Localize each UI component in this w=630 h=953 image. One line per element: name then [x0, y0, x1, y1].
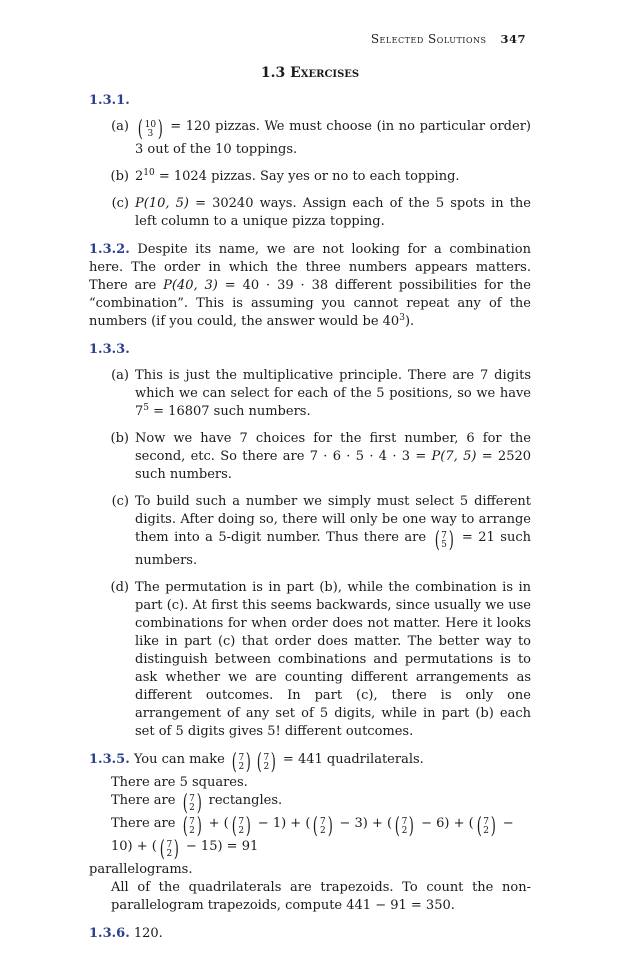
item-text: This is just the multiplicative principle. There are 7 digits which we can select for each of the 5 positions, so we have $7^5 = 16807$ such numbers. — [135, 368, 531, 419]
item-text: To build such a number we simply must select 5 different digits. After doing so, there will only be one way to arrange them into a 5-digit number. Thus there are ( 7 5 ) = 21 such numbers. — [135, 494, 532, 568]
section-title: Exercises — [290, 65, 360, 81]
list-item — [99, 367, 531, 421]
exercise-1-3-3 — [89, 341, 531, 741]
sub-items — [99, 367, 531, 741]
binomial: ( 7 2 ) — [231, 750, 252, 775]
item-letter: (a) — [111, 119, 129, 134]
item-text: Now we have 7 choices for the first number, 6 for the second, etc. So there are 7 · 6 · 5 · 4 · 3 = P(7, 5) = 2520 such numbers. — [135, 431, 532, 482]
exercise-line: There are 5 squares. — [111, 775, 248, 790]
page-content — [89, 64, 531, 953]
page-number: 347 — [500, 32, 526, 46]
item-text: $2^{10} = 1024$ pizzas. Say yes or no to each topping. — [135, 168, 460, 184]
item-letter: (b) — [110, 169, 129, 184]
binomial: ( 7 2 ) — [476, 814, 496, 839]
list-item — [99, 118, 531, 159]
exercise-line: 1.3.5. You can make ( 7 2 ) ( 7 2 ) = 441 quadrilaterals. — [89, 750, 424, 775]
exercise-text: 1.3.2. Despite its name, we are not looking for a combination here. The order in which the three numbers appears matters. There are P(40, 3) = 40 · 39 · 38 different possibilities for the “combination”. This is assuming you cannot repeat any of the numbers (if you could, the answer would be $40^3$). — [89, 242, 531, 329]
exercise-1-3-6 — [89, 925, 531, 943]
item-letter: (d) — [110, 580, 129, 595]
exercise-1-3-2 — [89, 241, 531, 331]
exercise-text: 1.3.6. 120. — [89, 926, 163, 941]
page-header — [371, 32, 526, 46]
binomial: ( 7 2 ) — [394, 814, 415, 839]
item-text: ( 10 3 ) = 120 pizzas. We must choose (in no particular order) 3 out of the 10 toppings. — [135, 117, 531, 157]
list-item — [99, 493, 531, 570]
section-heading — [89, 64, 531, 82]
item-letter: (c) — [111, 196, 129, 211]
exercise-1-3-5 — [89, 751, 531, 915]
list-item — [99, 430, 531, 484]
list-item — [99, 195, 531, 231]
exercise-label: 1.3.2. — [89, 242, 130, 257]
binomial: ( 7 2 ) — [182, 814, 202, 839]
item-letter: (c) — [111, 494, 129, 509]
binomial: ( 7 2 ) — [256, 750, 277, 775]
binomial: ( 7 5 ) — [434, 528, 454, 553]
binomial: ( 10 3 ) — [137, 117, 163, 142]
binomial: ( 7 2 ) — [159, 837, 180, 862]
exercise-line: There are ( 7 2 ) + ( ( 7 2 ) − 1) + ( ( 7 2 ) − 3) + ( ( 7 2 ) − 6) + ( ( 7 2 ) − 10) + ( ( 7 2 ) − 15) = 91 — [111, 814, 514, 862]
item-text: The permutation is in part (b), while the combination is in part (c). At first this seems backwards, since usually we use combinations for when order does not matter. Here it looks like in part (c) that order does matter. The better way to distinguish between combinations and permutations is to ask whether we are counting different arrangements as different outcomes. In part (c), there is only one arrangement of any set of 5 digits, while in part (b) each set of 5 digits gives 5! different outcomes. — [135, 580, 531, 739]
item-letter: (a) — [111, 368, 129, 383]
section-number: 1.3 — [260, 65, 286, 81]
sub-items — [99, 118, 531, 231]
binomial: ( 7 2 ) — [182, 791, 202, 816]
item-text: P(10, 5) = 30240 ways. Assign each of the 5 spots in the left column to a unique pizza topping. — [135, 196, 531, 229]
binomial: ( 7 2 ) — [231, 814, 251, 839]
exercise-line: There are ( 7 2 ) rectangles. — [111, 791, 283, 816]
item-letter: (b) — [110, 431, 129, 446]
running-title: Selected Solutions — [370, 32, 487, 46]
exercise-line: parallelograms. — [89, 862, 193, 877]
binomial: ( 7 2 ) — [313, 814, 333, 839]
exercise-label: 1.3.3. — [89, 342, 130, 357]
exercise-label: 1.3.1. — [89, 93, 130, 108]
exercise-label: 1.3.5. — [89, 752, 130, 767]
exercise-1-3-1 — [89, 92, 531, 231]
exercise-line: All of the quadrilaterals are trapezoids. To count the non-parallelogram trapezoids, compute 441 − 91 = 350. — [111, 880, 531, 913]
list-item — [99, 168, 531, 186]
list-item — [99, 579, 531, 741]
exercise-label: 1.3.6. — [89, 926, 130, 941]
